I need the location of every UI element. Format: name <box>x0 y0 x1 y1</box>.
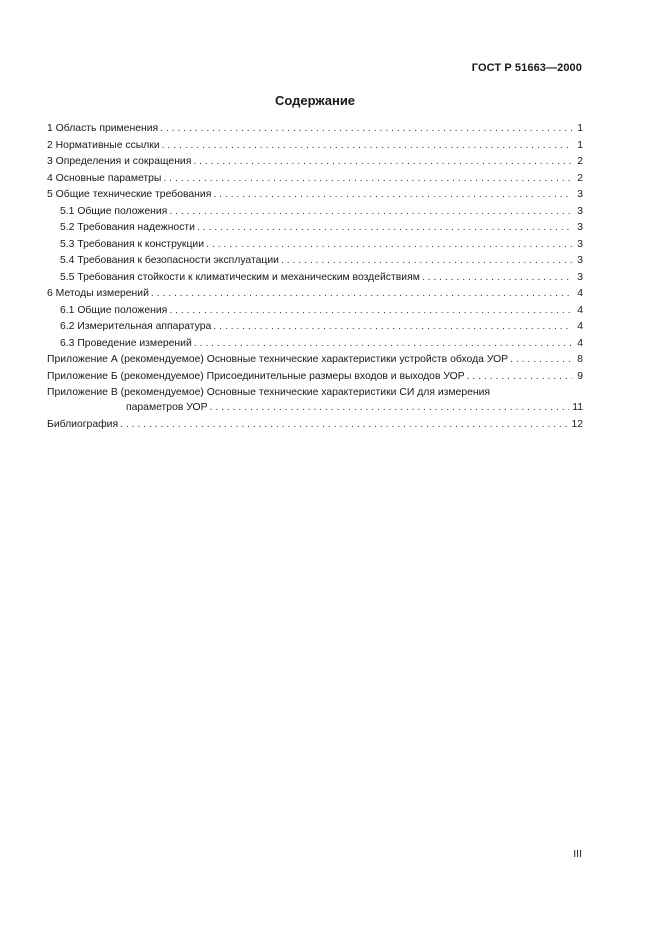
toc-entry-5-1[interactable] <box>47 204 583 221</box>
toc-entry-label: 6 Методы измерений <box>47 288 149 299</box>
dot-leader <box>213 187 572 204</box>
toc-entry-5-5[interactable] <box>47 270 583 287</box>
toc-entry-5-2[interactable] <box>47 220 583 237</box>
dot-leader <box>213 319 572 336</box>
toc-entry-label: Приложение Б (рекомендуемое) Присоединительные размеры входов и выходов УОР <box>47 370 465 382</box>
toc-entry-page: 1 <box>577 139 583 151</box>
toc-entry-3[interactable] <box>47 154 583 171</box>
toc-entry-label: 5.2 Требования надежности <box>60 222 195 233</box>
toc-entry-page: 4 <box>577 288 583 299</box>
toc-entry-label: 3 Определения и сокращения <box>47 156 192 167</box>
toc-entry-label: 5.1 Общие положения <box>60 205 168 217</box>
toc-entry-page: 4 <box>577 304 583 316</box>
dot-leader <box>210 400 570 417</box>
page-number: III <box>573 848 582 860</box>
toc-entry-page: 8 <box>577 354 583 365</box>
toc-entry-1[interactable] <box>47 121 583 138</box>
dot-leader <box>151 286 572 303</box>
table-of-contents <box>47 121 583 433</box>
toc-entry-page: 4 <box>577 321 583 332</box>
toc-entry-label: Приложение В (рекомендуемое) Основные технические характеристики СИ для измерения <box>47 387 491 398</box>
toc-entry-label: 6.1 Общие положения <box>60 304 168 316</box>
dot-leader <box>194 336 572 353</box>
toc-entry-page: 2 <box>577 156 583 167</box>
toc-entry-6-1[interactable] <box>47 303 583 320</box>
toc-entry-label: 1 Область применения <box>47 123 159 134</box>
document-code: ГОСТ Р 51663—2000 <box>471 62 582 74</box>
toc-entry-page: 3 <box>577 222 583 233</box>
toc-entry-page: 3 <box>577 205 583 217</box>
dot-leader <box>162 138 572 155</box>
toc-entry-appendix-b[interactable] <box>47 369 583 386</box>
toc-entry-label-continued: параметров УОР <box>126 402 208 413</box>
toc-entry-page: 1 <box>577 123 583 134</box>
toc-entry-bibliography[interactable] <box>47 417 583 434</box>
toc-entry-label: 6.3 Проведение измерений <box>60 337 192 349</box>
dot-leader <box>467 369 572 386</box>
dot-leader <box>193 154 572 171</box>
dot-leader <box>422 270 572 287</box>
toc-entry-page: 3 <box>577 255 583 266</box>
toc-entry-page: 3 <box>577 189 583 200</box>
toc-entry-4[interactable] <box>47 171 583 188</box>
toc-entry-appendix-a[interactable] <box>47 352 583 369</box>
toc-entry-6[interactable] <box>47 286 583 303</box>
toc-entry-5-4[interactable] <box>47 253 583 270</box>
toc-entry-label: Приложение А (рекомендуемое) Основные технические характеристики устройств обхода УОР <box>47 354 509 365</box>
toc-title: Содержание <box>274 93 356 108</box>
toc-entry-label: 6.2 Измерительная аппаратура <box>60 321 212 332</box>
toc-entry-page: 3 <box>577 271 583 283</box>
toc-entry-5[interactable] <box>47 187 583 204</box>
toc-entry-page: 12 <box>571 418 583 430</box>
dot-leader <box>169 204 572 221</box>
toc-entry-page: 9 <box>577 370 583 382</box>
dot-leader <box>169 303 572 320</box>
dot-leader <box>510 352 572 369</box>
toc-entry-label: 5 Общие технические требования <box>47 189 212 200</box>
toc-entry-5-3[interactable] <box>47 237 583 254</box>
toc-entry-label: 5.3 Требования к конструкции <box>60 238 205 250</box>
toc-entry-page: 11 <box>572 402 583 413</box>
toc-entry-label: 2 Нормативные ссылки <box>47 139 160 151</box>
dot-leader <box>160 121 572 138</box>
toc-entry-page: 2 <box>577 172 583 184</box>
toc-entry-page: 4 <box>577 337 583 349</box>
toc-entry-2[interactable] <box>47 138 583 155</box>
toc-entry-label: 4 Основные параметры <box>47 172 162 184</box>
toc-entry-label: 5.4 Требования к безопасности эксплуатации <box>60 255 279 266</box>
toc-entry-label: Библиография <box>47 418 119 430</box>
dot-leader <box>163 171 572 188</box>
toc-entry-page: 3 <box>577 238 583 250</box>
dot-leader <box>206 237 572 254</box>
dot-leader <box>281 253 572 270</box>
toc-entry-6-3[interactable] <box>47 336 583 353</box>
toc-entry-appendix-v[interactable] <box>47 385 583 417</box>
toc-entry-6-2[interactable] <box>47 319 583 336</box>
dot-leader <box>197 220 572 237</box>
dot-leader <box>120 417 568 434</box>
toc-entry-label: 5.5 Требования стойкости к климатическим и механическим воздействиям <box>60 271 420 283</box>
